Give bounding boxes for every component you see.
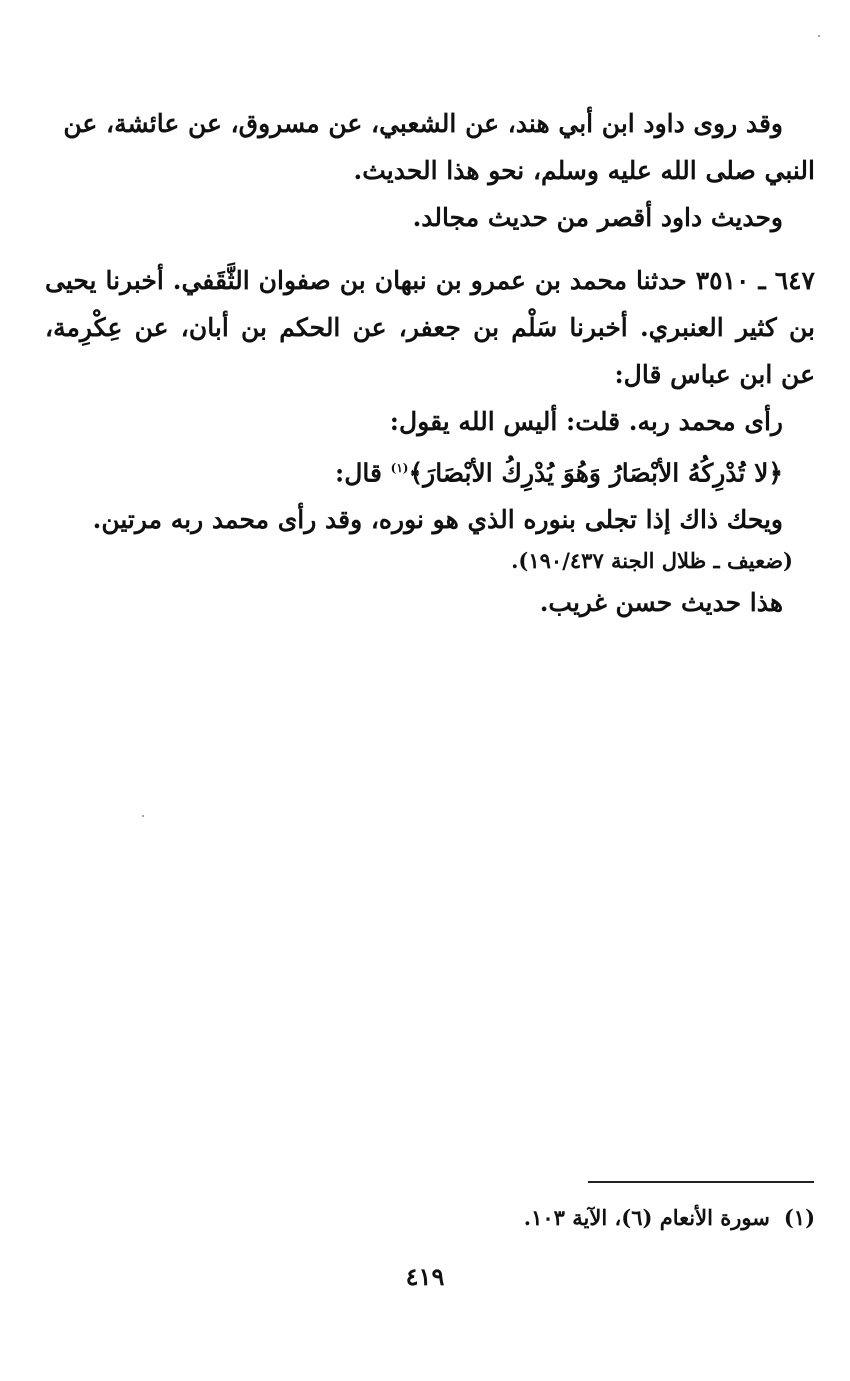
hadith-chain <box>45 257 815 398</box>
hadith-verdict: هذا حديث حسن غريب. <box>539 588 783 618</box>
hadith-grading: (ضعيف ـ ظلال الجنة ١٩٠/٤٣٧). <box>511 548 793 574</box>
quran-after-text: قال: <box>334 458 391 488</box>
quran-verse: ﴿لا تُدْرِكُهُ الأبْصَارُ وَهُوَ يُدْرِكُ الأبْصَارَ﴾ <box>408 458 783 488</box>
footnote-text: سورة الأنعام (٦)، الآية ١٠٣. <box>523 1205 770 1230</box>
footnote-marker: (١) <box>390 461 409 475</box>
text-line: النبي صلى الله عليه وسلم، نحو هذا الحديث. <box>353 156 815 185</box>
footnote <box>300 1198 815 1238</box>
hadith-block <box>45 257 815 626</box>
quran-verse-line <box>45 445 815 496</box>
paragraph-previous-hadith <box>45 100 815 241</box>
footnote-number: (١) <box>783 1205 815 1230</box>
text-line: وقد روى داود ابن أبي هند، عن الشعبي، عن مسروق، عن عائشة، عن <box>63 109 783 138</box>
hadith-text-line: رأى محمد ربه. قلت: أليس الله يقول: <box>389 407 783 436</box>
footnote-separator <box>588 1181 814 1183</box>
text-line: وحديث داود أقصر من حديث مجالد. <box>412 203 783 232</box>
hadith-number: ٦٤٧ ـ ٣٥١٠ <box>695 266 815 295</box>
hadith-chain-text: حدثنا محمد بن عمرو بن نبهان بن صفوان الثَّقَفي. أخبرنا يحيى بن كثير العنبري. أخبرنا سَلْم بن جعفر، عن الحكم بن أبان، عن عِكْرِمة، عن ابن عباس قال: <box>45 266 815 389</box>
page-number: ٤١٩ <box>405 1262 445 1291</box>
hadith-text-line: ويحك ذاك إذا تجلى بنوره الذي هو نوره، وقد رأى محمد ربه مرتين. <box>92 505 783 535</box>
scan-speck <box>142 815 144 817</box>
scan-speck <box>818 35 820 37</box>
